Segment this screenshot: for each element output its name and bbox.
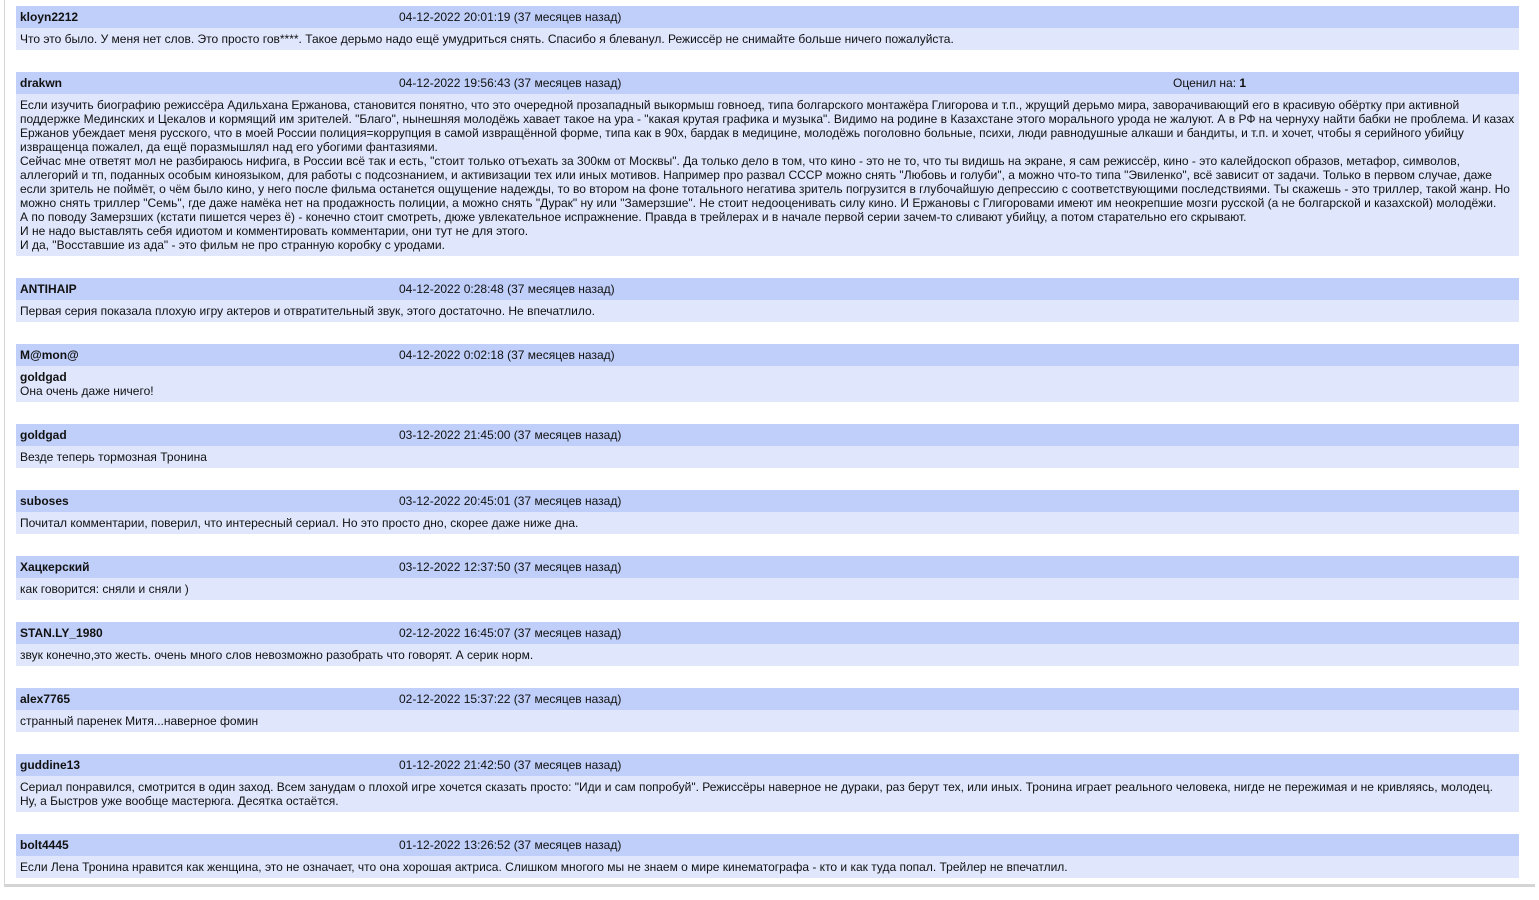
comment-body — [16, 446, 1519, 468]
comment-text: как говорится: сняли и сняли ) — [20, 582, 189, 596]
comment-text: Почитал комментарии, поверил, что интересный сериал. Но это просто дно, скорее даже ниже дна. — [20, 516, 579, 530]
comment-header — [16, 72, 1519, 94]
comment-date: 04-12-2022 0:02:18 (37 месяцев назад) — [399, 348, 615, 362]
comment-author[interactable]: bolt4445 — [20, 838, 69, 852]
comment-text: Везде теперь тормозная Тронина — [20, 450, 207, 464]
comment-body — [16, 366, 1519, 402]
comment — [16, 278, 1519, 322]
comment-author[interactable]: M@mon@ — [20, 348, 79, 362]
rating-value: 1 — [1239, 76, 1247, 90]
reply-to-author[interactable]: goldgad — [20, 370, 67, 384]
comment-date: 04-12-2022 20:01:19 (37 месяцев назад) — [399, 10, 622, 24]
comment-author[interactable]: drakwn — [20, 76, 63, 90]
comment-header — [16, 278, 1519, 300]
comment — [16, 344, 1519, 402]
comment-date: 04-12-2022 19:56:43 (37 месяцев назад) — [399, 76, 622, 90]
rating-label: Оценил на: — [1173, 76, 1237, 90]
comment — [16, 6, 1519, 50]
comment-text: Что это было. У меня нет слов. Это просто гов****. Такое дерьмо надо ещё умудриться снять. Спасибо я блеванул. Режиссёр не снимайте больше ничего пожалуйста. — [20, 32, 954, 46]
comment-date: 03-12-2022 20:45:01 (37 месяцев назад) — [399, 494, 622, 508]
comment-date: 02-12-2022 16:45:07 (37 месяцев назад) — [399, 626, 622, 640]
comment-body — [16, 512, 1519, 534]
comment — [16, 556, 1519, 600]
comment-body — [16, 300, 1519, 322]
comment-body — [16, 776, 1519, 812]
comment-author[interactable]: ANTIHAIP — [20, 282, 77, 296]
comment-text: странный паренек Митя...наверное фомин — [20, 714, 259, 728]
comment — [16, 834, 1519, 878]
comment-text: Если изучить биографию режиссёра Адильхана Ержанова, становится понятно, что это очередной прозападный выкормыш говноед, типа болгарского монтажёра Глигорова и т.п., жрущий дерьмо мира, заворачивающий его в красивую обёртку при активной поддержке Мединских и Цекалов и кормящий им зрителей. "Благо", нынешняя молодёжь хавает такое на ура - "какая крутая графика и музыка". Видимо на родине в Казахстане этого морального урода не жалуют. А в РФ на чернуху найти бабки не проблема. И казах Ержанов убеждает меня русского, что в моей России полиция=коррупция в самой извращённой форме, типа как в 90х, бардак в медицине, молодёжь поголовно больные, психи, люди равнодушные алкаши и бандиты, и т.п. и хочет, чтобы я серийного убийцу извращенца пожалел, да ещё поразмышлял над его убогими фантазиями. Сейчас мне ответят мол не разбираюсь нифига, в России всё так и есть, "стоит только отъехать за 300км от Москвы". Да только дело в том, что кино - это не то, что ты видишь на экране, я сам режиссёр, кино - это калейдоскоп образов, метафор, символов, аллегорий и тп, поданных особым киноязыком, для работы с подсознанием, и активизации тех или иных мотивов. Например про развал СССР можно снять "Любовь и голуби", а можно что-то типа "Эвиленко", всё зависит от задачи. Только в первом случае, даже если зритель не поймёт, о чём было кино, у него после фильма останется ощущение надежды, то во втором на фоне тотального негатива зритель погрузится в глубочайшую депрессию с соответствующими последствиями. Ты скажешь - это триллер, такой жанр. Но можно снять триллер "Семь", где даже намёка нет на продажность полиции, а можно снять "Дурак" ну или "Замерзшие". Не стоит недооценивать силу кино. И Ержановы с Глигоровами имеют им неокрепшие мозги русской (а не болгарской и казахской) молодёжи. А по поводу Замерзших (кстати пишется через ё) - конечно стоит смотреть, дюже увлекательное испражнение. Правда в трейлерах и в начале первой серии зачем-то сливают убийцу, а потом старательно его скрывают. И не надо выставлять себя идиотом и комментировать комментарии, они тут не для этого. И да, "Восставшие из ада" - это фильм не про странную коробку с уродами. — [20, 98, 1515, 252]
comment-header — [16, 344, 1519, 366]
comment-author[interactable]: Хацкерский — [20, 560, 90, 574]
comment-text: Первая серия показала плохую игру актеров и отвратительный звук, этого достаточно. Не впечатлило. — [20, 304, 595, 318]
comment — [16, 754, 1519, 812]
comment-date: 01-12-2022 13:26:52 (37 месяцев назад) — [399, 838, 622, 852]
comment-date: 02-12-2022 15:37:22 (37 месяцев назад) — [399, 692, 622, 706]
comment-date: 04-12-2022 0:28:48 (37 месяцев назад) — [399, 282, 615, 296]
comment-text: Она очень даже ничего! — [20, 384, 154, 398]
comment-author[interactable]: kloyn2212 — [20, 10, 79, 24]
comment-date: 01-12-2022 21:42:50 (37 месяцев назад) — [399, 758, 622, 772]
comment-body — [16, 578, 1519, 600]
comment-header — [16, 556, 1519, 578]
comment-author[interactable]: STAN.LY_1980 — [20, 626, 103, 640]
comment-author[interactable]: goldgad — [20, 428, 67, 442]
comment-header — [16, 490, 1519, 512]
comment-header — [16, 622, 1519, 644]
comment-body — [16, 856, 1519, 878]
comment — [16, 72, 1519, 256]
comment-date: 03-12-2022 12:37:50 (37 месяцев назад) — [399, 560, 622, 574]
comment-author[interactable]: alex7765 — [20, 692, 71, 706]
comment-date: 03-12-2022 21:45:00 (37 месяцев назад) — [399, 428, 622, 442]
comment-header — [16, 6, 1519, 28]
comment — [16, 622, 1519, 666]
comment-text: звук конечно,это жесть. очень много слов невозможно разобрать что говорят. А серик норм. — [20, 648, 534, 662]
comment-header — [16, 834, 1519, 856]
comment-rating — [1173, 72, 1246, 94]
comment-text: Если Лена Тронина нравится как женщина, это не означает, что она хорошая актриса. Слишком многого мы не знаем о мире кинематографа - кто и как туда попал. Трейлер не впечатлил. — [20, 860, 1068, 874]
comment-header — [16, 424, 1519, 446]
comment-header — [16, 754, 1519, 776]
comment-body — [16, 28, 1519, 50]
comment-author[interactable]: guddine13 — [20, 758, 81, 772]
comment-author[interactable]: suboses — [20, 494, 69, 508]
comment-text: Сериал понравился, смотрится в один заход. Всем занудам о плохой игре хочется сказать просто: "Иди и сам попробуй". Режиссёры наверное не дураки, раз берут тех, или иных. Тронина играет реального человека, нигде не пережимая и не кривляясь, молодец. Ну, а Быстров уже вообще мастерюга. Десятка остаётся. — [20, 780, 1494, 808]
comment-body — [16, 94, 1519, 256]
comment-body — [16, 710, 1519, 732]
comment — [16, 424, 1519, 468]
comment — [16, 490, 1519, 534]
comment — [16, 688, 1519, 732]
comments-list — [16, 6, 1519, 900]
comment-header — [16, 688, 1519, 710]
comment-body — [16, 644, 1519, 666]
